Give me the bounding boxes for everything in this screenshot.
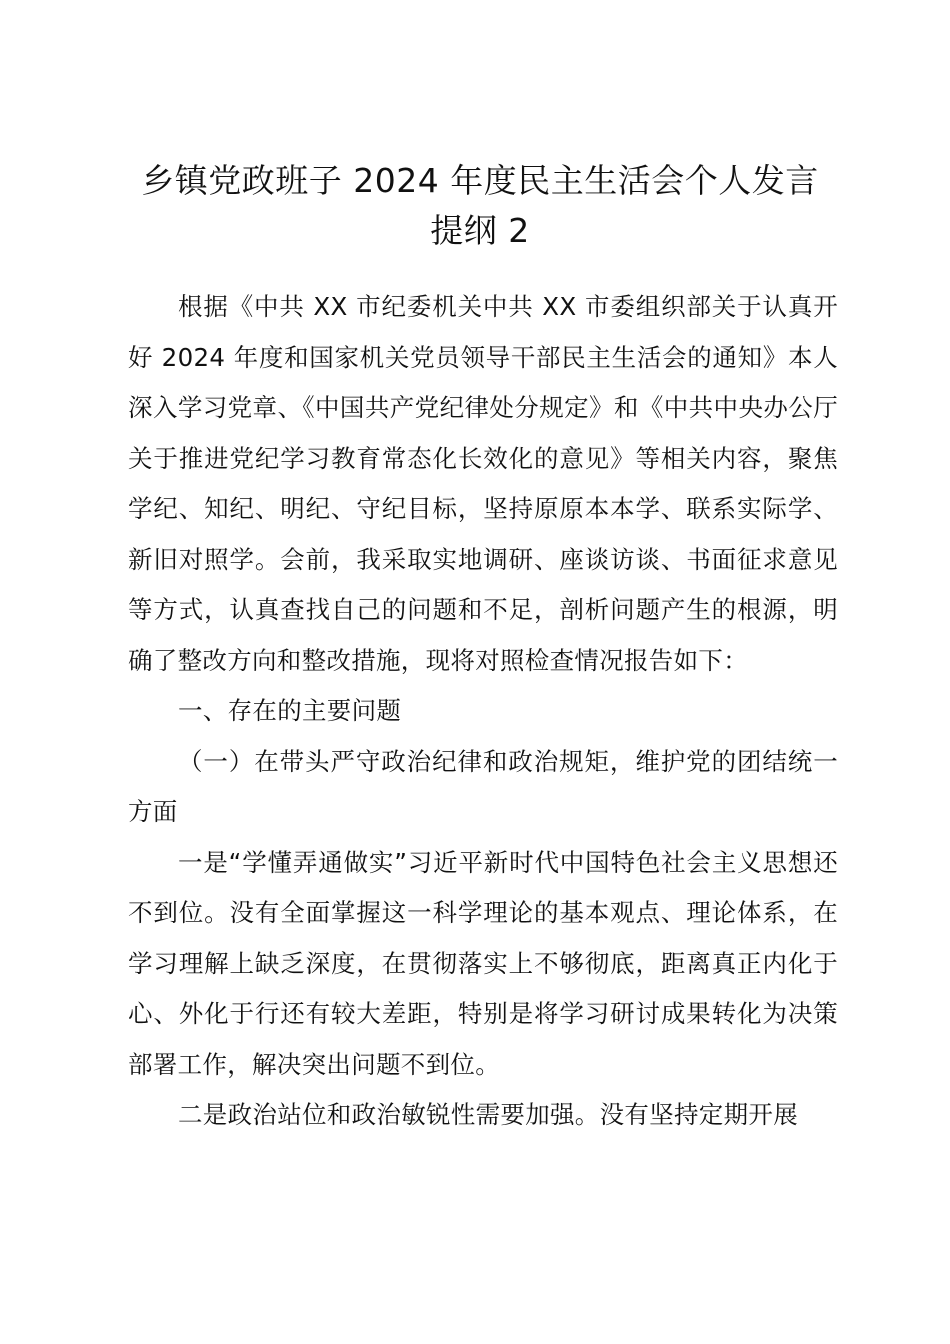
document-title	[110, 156, 850, 256]
subsection-heading: （一）在带头严守政治纪律和政治规矩，维护党的团结统一方面	[128, 746, 838, 826]
issue-paragraph-2: 二是政治站位和政治敏锐性需要加强。没有坚持定期开展	[178, 1100, 798, 1129]
title-line-2: 提纲 2	[430, 211, 530, 250]
intro-paragraph: 根据《中共 XX 市纪委机关中共 XX 市委组织部关于认真开好 2024 年度和国家机关党员领导干部民主生活会的通知》本人深入学习党章、《中国共产党纪律处分规定》和《中共中央办公厅关于推进党纪学习教育常态化长效化的意见》等相关内容，聚焦学纪、知纪、明纪、守纪目标，坚持原原本本学、联系实际学、新旧对照学。会前，我采取实地调研、座谈访谈、书面征求意见等方式，认真查找自己的问题和不足，剖析问题产生的根源，明确了整改方向和整改措施，现将对照检查情况报告如下：	[128, 292, 838, 675]
document-body	[128, 282, 838, 1141]
title-line-1: 乡镇党政班子 2024 年度民主生活会个人发言	[141, 161, 819, 200]
section-heading: 一、存在的主要问题	[178, 696, 402, 725]
issue-paragraph-1: 一是“学懂弄通做实”习近平新时代中国特色社会主义思想还不到位。没有全面掌握这一科学理论的基本观点、理论体系，在学习理解上缺乏深度，在贯彻落实上不够彻底，距离真正内化于心、外化于行还有较大差距，特别是将学习研讨成果转化为决策部署工作，解决突出问题不到位。	[128, 847, 838, 1079]
